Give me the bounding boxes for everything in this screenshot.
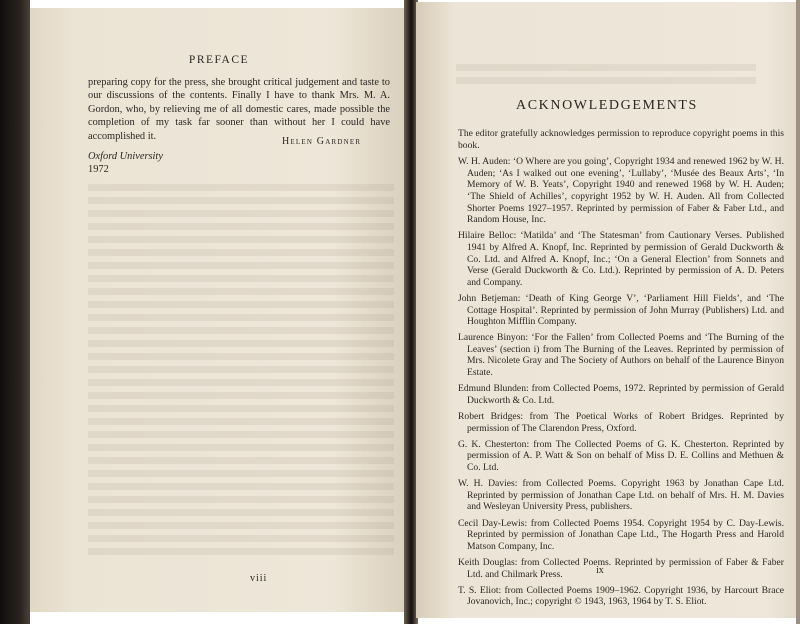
running-head: PREFACE bbox=[188, 54, 250, 66]
place: Oxford University bbox=[88, 151, 163, 162]
acknowledgements-text bbox=[458, 128, 784, 613]
entry-belloc: Hilaire Belloc: ‘Matilda’ and ‘The Statesman’ from Cautionary Verses. Published 1941 by Alfred A. Knopf, Inc. Reprinted by permission of Gerald Duckworth & Co. Ltd. and Alfred A. Knopf, Inc.; ‘On a General Election’ from Sonnets and Verse (Gerald Duckworth & Co. Ltd.). Reprinted by permission of A. D. Peters and Company. bbox=[458, 230, 784, 288]
page-edge bbox=[796, 0, 800, 624]
entry-day-lewis: Cecil Day-Lewis: from Collected Poems 1954. Copyright 1954 by C. Day-Lewis. Reprinted by permission of Jonathan Cape Ltd., The Hogarth Press and Harold Matson Company, Inc. bbox=[458, 517, 784, 552]
signature: Helen Gardner bbox=[282, 136, 362, 147]
entry-eliot: T. S. Eliot: from Collected Poems 1909–1962. Copyright 1936, by Harcourt Brace Jovanovich, Inc.; copyright © 1943, 1963, 1964 by T. S. Eliot. bbox=[458, 584, 784, 608]
show-through-text bbox=[456, 64, 756, 88]
year: 1972 bbox=[88, 164, 109, 175]
entry-betjeman: John Betjeman: ‘Death of King George V’, ‘Parliament Hill Fields’, and ‘The Cottage Hospital’. Reprinted by permission of John Murray (Publishers) Ltd. and Houghton Mifflin Company. bbox=[458, 292, 784, 328]
entry-davies: W. H. Davies: from Collected Poems. Copyright 1963 by Jonathan Cape Ltd. Reprinted by permission of Jonathan Cape Ltd. on behalf of Mrs. H. M. Davies and Wesleyan University Press, publishers. bbox=[458, 478, 784, 513]
page-number: viii bbox=[250, 573, 268, 584]
page-title: ACKNOWLEDGEMENTS bbox=[516, 98, 698, 113]
entry-chesterton: G. K. Chesterton: from The Collected Poems of G. K. Chesterton. Reprinted by permission of A. P. Watt & Son on behalf of Miss D. E. Collins and Methuen & Co. Ltd. bbox=[458, 438, 784, 473]
entry-douglas: Keith Douglas: from Collected Poems. Reprinted by permission of Faber & Faber Ltd. and Chilmark Press. bbox=[458, 556, 784, 580]
entry-auden: W. H. Auden: ‘O Where are you going’, Copyright 1934 and renewed 1962 by W. H. Auden; ‘As I walked out one evening’, ‘Lullaby’, ‘Musée des Beaux Arts’, ‘In Memory of W. B. Yeats’, Copyright 1940 and renewed 1968 by W. H. Auden; ‘The Shield of Achilles’, copyright 1952 by W. H. Auden. All from Collected Shorter Poems 1927–1957. Reprinted by permission of Faber & Faber Ltd., and Random House, Inc. bbox=[458, 156, 784, 226]
book-cover-edge bbox=[0, 0, 30, 624]
entry-binyon: Laurence Binyon: ‘For the Fallen’ from Collected Poems and ‘The Burning of the Leaves’ (section i) from The Burning of the Leaves. Reprinted by permission of Mrs. Nicolete Gray and The Society of Authors on behalf of the Laurence Binyon Estate. bbox=[458, 332, 784, 379]
preface-text: preparing copy for the press, she brought critical judgement and taste to our discussions of the contents. Finally I have to thank Mrs. M. A. Gordon, who, by relieving me of all domestic cares, made possible the completion of my task far sooner than without her I could have accomplished it. bbox=[88, 77, 390, 142]
entry-blunden: Edmund Blunden: from Collected Poems, 1972. Reprinted by permission of Gerald Duckworth & Co. Ltd. bbox=[458, 383, 784, 406]
intro-paragraph: The editor gratefully acknowledges permission to reproduce copyright poems in this book. bbox=[458, 128, 784, 151]
left-page bbox=[30, 8, 408, 612]
page-number: ix bbox=[596, 565, 604, 576]
show-through-text bbox=[88, 184, 394, 556]
entry-bridges: Robert Bridges: from The Poetical Works of Robert Bridges. Reprinted by permission of The Clarendon Press, Oxford. bbox=[458, 411, 784, 434]
